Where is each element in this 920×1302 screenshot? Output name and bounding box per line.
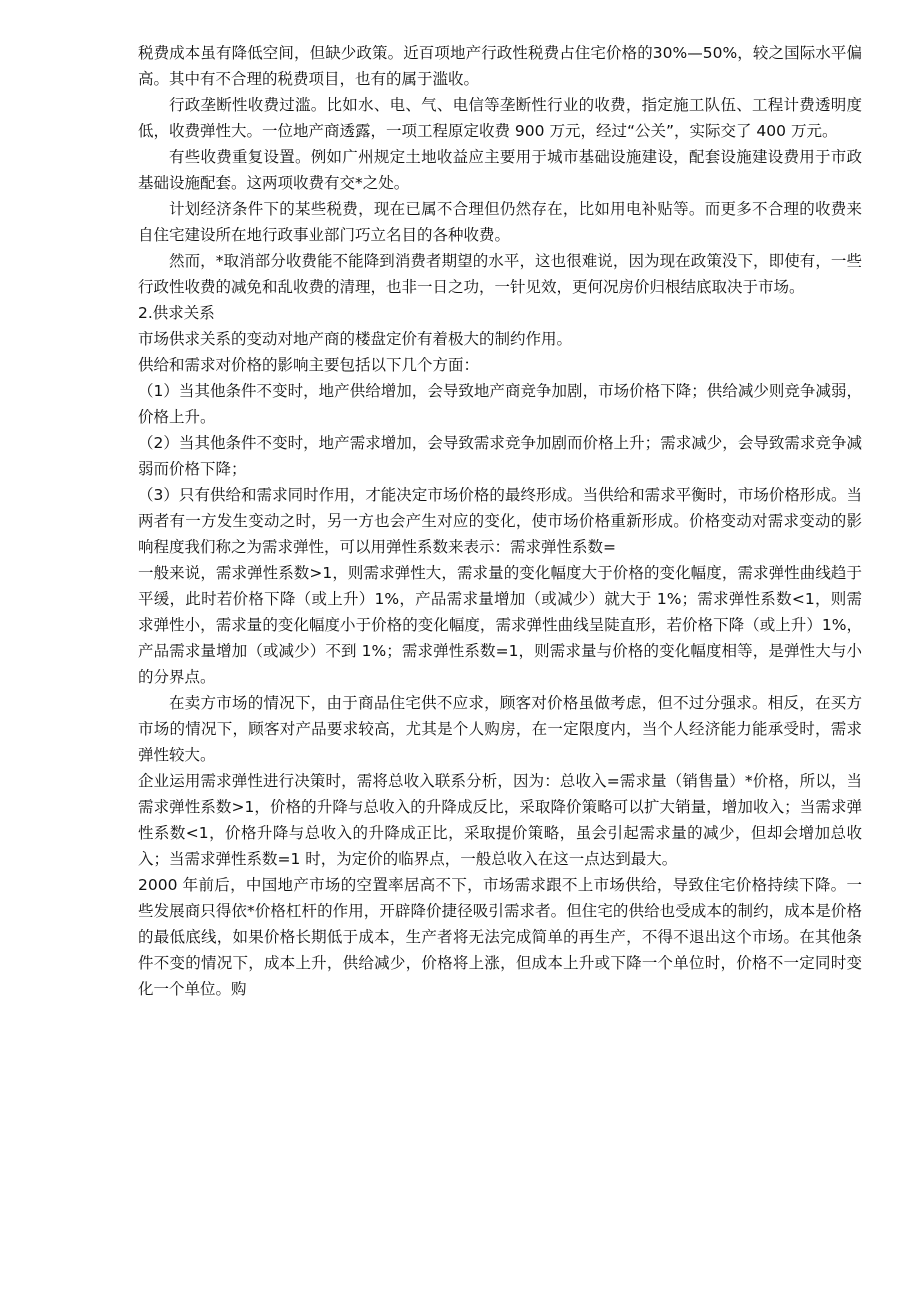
paragraph-supply-demand-intro: 市场供求关系的变动对地产商的楼盘定价有着极大的制约作用。	[138, 330, 573, 348]
paragraph-year-2000-market: 2000 年前后，中国地产市场的空置率居高不下，市场需求跟不上市场供给，导致住宅价格持续下降。一些发展商只得依*价格杠杆的作用，开辟降价捷径吸引需求者。但住宅的供给也受成本的制约，成本是价格的最低底线，如果价格长期低于成本，生产者将无法完成简单的再生产，不得不退出这个市场。在其他条件不变的情况下，成本上升，供给减少，价格将上涨，但成本上升或下降一个单位时，价格不一定同时变化一个单位。购	[138, 876, 862, 998]
list-item-2-demand: （2）当其他条件不变时，地产需求增加，会导致需求竞争加剧而价格上升；需求减少，会导致需求竞争减弱而价格下降；	[138, 434, 862, 478]
paragraph-duplicate-fees: 有些收费重复设置。例如广州规定土地收益应主要用于城市基础设施建设，配套设施建设费用于市政基础设施配套。这两项收费有交*之处。	[138, 148, 862, 192]
list-item-3-equilibrium: （3）只有供给和需求同时作用，才能决定市场价格的最终形成。当供给和需求平衡时，市场价格形成。当两者有一方发生变动之时，另一方也会产生对应的变化，使市场价格重新形成。价格变动对需求变动的影响程度我们称之为需求弹性，可以用弹性系数来表示：需求弹性系数=	[138, 486, 862, 556]
document-page	[138, 40, 862, 1002]
section-heading-supply-demand: 2.供求关系	[138, 304, 215, 322]
paragraph-tax-cost: 税费成本虽有降低空间，但缺少政策。近百项地产行政性税费占住宅价格的30%—50%，较之国际水平偏高。其中有不合理的税费项目，也有的属于滥收。	[138, 44, 862, 88]
paragraph-market-decides: 然而，*取消部分收费能不能降到消费者期望的水平，这也很难说，因为现在政策没下，即使有，一些行政性收费的减免和乱收费的清理，也非一日之功，一针见效，更何况房价归根结底取决于市场。	[138, 252, 862, 296]
list-item-1-supply: （1）当其他条件不变时，地产供给增加，会导致地产商竞争加剧，市场价格下降；供给减少则竞争减弱，价格上升。	[138, 382, 862, 426]
paragraph-influences-intro: 供给和需求对价格的影响主要包括以下几个方面：	[138, 356, 480, 374]
paragraph-planned-economy-fees: 计划经济条件下的某些税费，现在已属不合理但仍然存在，比如用电补贴等。而更多不合理的收费来自住宅建设所在地行政事业部门巧立名目的各种收费。	[138, 200, 862, 244]
paragraph-elasticity-explained: 一般来说，需求弹性系数>1，则需求弹性大，需求量的变化幅度大于价格的变化幅度，需求弹性曲线趋于平缓，此时若价格下降（或上升）1%，产品需求量增加（或减少）就大于 1%；需求弹性系数<1，则需求弹性小，需求量的变化幅度小于价格的变化幅度，需求弹性曲线呈陡直形，若价格下降（或上升）1%，产品需求量增加（或减少）不到 1%；需求弹性系数=1，则需求量与价格的变化幅度相等，是弹性大与小的分界点。	[138, 564, 862, 686]
paragraph-total-revenue: 企业运用需求弹性进行决策时，需将总收入联系分析，因为：总收入=需求量（销售量）*价格，所以，当需求弹性系数>1，价格的升降与总收入的升降成反比，采取降价策略可以扩大销量，增加收入；当需求弹性系数<1，价格升降与总收入的升降成正比，采取提价策略，虽会引起需求量的减少，但却会增加总收入；当需求弹性系数=1 时，为定价的临界点，一般总收入在这一点达到最大。	[138, 772, 862, 868]
paragraph-seller-buyer-market: 在卖方市场的情况下，由于商品住宅供不应求，顾客对价格虽做考虑，但不过分强求。相反，在买方市场的情况下，顾客对产品要求较高，尤其是个人购房，在一定限度内，当个人经济能力能承受时，需求弹性较大。	[138, 694, 862, 764]
paragraph-monopoly-fees: 行政垄断性收费过滥。比如水、电、气、电信等垄断性行业的收费，指定施工队伍、工程计费透明度低，收费弹性大。一位地产商透露，一项工程原定收费 900 万元，经过“公关”，实际交了 400 万元。	[138, 96, 862, 140]
